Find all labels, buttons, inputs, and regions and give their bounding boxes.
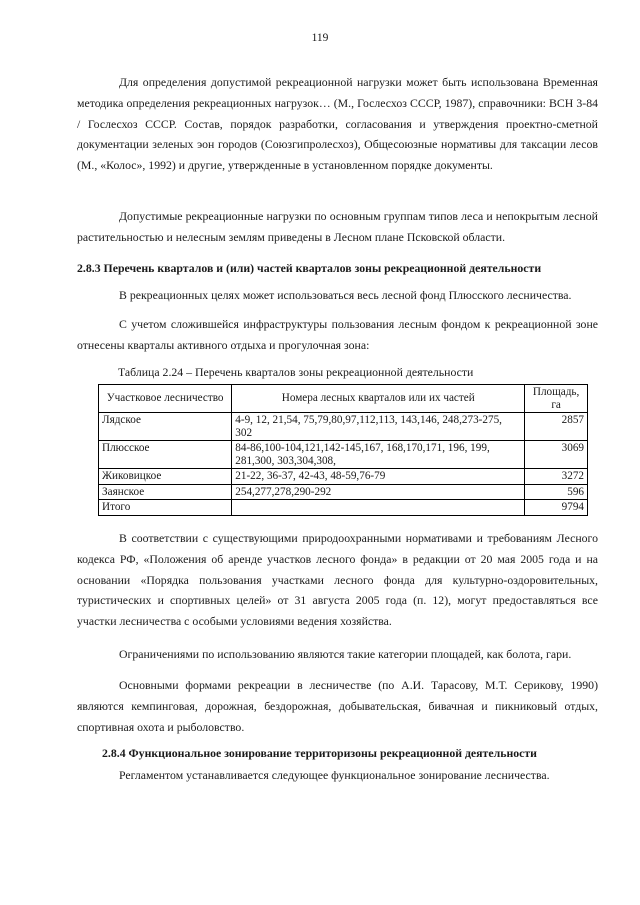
paragraph-restrictions: Ограничениями по использованию являются такие категории площадей, как болота, гари. [119, 647, 572, 661]
header-district: Участковое лесничество [99, 385, 232, 413]
cell-quarters: 4-9, 12, 21,54, 75,79,80,97,112,113, 143,146, 248,273-275, 302 [232, 413, 525, 441]
cell-district: Жиковицкое [99, 469, 232, 485]
header-area: Площадь, га [525, 385, 588, 413]
cell-quarters [232, 500, 525, 516]
page-number: 119 [311, 32, 329, 44]
paragraph-permissible-loads: Допустимые рекреационные нагрузки по основным группам типов леса и непокрытым лесной растительностью и нелесным землям приведены в Лесном плане Псковской области. [77, 209, 598, 244]
paragraph-forest-fund: В рекреационных целях может использоваться весь лесной фонд Плюсского лесничества. [119, 288, 572, 302]
cell-quarters: 254,277,278,290-292 [232, 484, 525, 500]
paragraph-infrastructure: С учетом сложившейся инфраструктуры пользования лесным фондом к рекреационной зоне отнесены кварталы активного отдыха и прогулочная зона: [77, 317, 598, 352]
table-total-row [99, 500, 588, 516]
recreation-quarters-table [98, 384, 588, 516]
cell-quarters: 21-22, 36-37, 42-43, 48-59,76-79 [232, 469, 525, 485]
paragraph-legal-basis: В соответствии с существующими природоохранными нормативами и требованиям Лесного кодекса РФ, «Положения об аренде участков лесного фонда» в редакции от 20 мая 2005 года и на основании «Порядка пользования участками лесного фонда для культурно-оздоровительных, туристических и спортивных целей» от 31 августа 2005 года (п. 12), могут предоставляться все участки лесничества с особыми условиями ведения хозяйства. [77, 531, 598, 629]
cell-total-label: Итого [99, 500, 232, 516]
paragraph-recreational-load-methods: Для определения допустимой рекреационной нагрузки может быть использована Временная методика определения рекреационных нагрузок… (М., Гослесхоз СССР, 1987), справочники: ВСН 3-84 / Гослесхоз СССР. Состав, порядок разработки, согласования и утверждения проектно-сметной документации зеленых эон городов (Союзгипролесхоз), Общесоюзные нормативы для таксации лесов (М., «Колос», 1992) и другие, утвержденные в установленном порядке документы. [77, 75, 598, 173]
section-heading-2-8-3: 2.8.3 Перечень кварталов и (или) частей кварталов зоны рекреационной деятельности [77, 261, 542, 275]
table-row [99, 413, 588, 441]
table-caption: Таблица 2.24 – Перечень кварталов зоны рекреационной деятельности [118, 365, 474, 379]
paragraph-recreation-forms: Основными формами рекреации в лесничестве (по А.И. Тарасову, М.Т. Серикову, 1990) являются кемпинговая, дорожная, бездорожная, добывательская, бивачная и пикниковый отдых, спортивная охота и рыболовство. [77, 678, 598, 734]
cell-area: 2857 [525, 413, 588, 441]
cell-quarters: 84-86,100-104,121,142-145,167, 168,170,171, 196, 199, 281,300, 303,304,308, [232, 441, 525, 469]
table-header-row [99, 385, 588, 413]
cell-district: Лядское [99, 413, 232, 441]
header-quarters: Номера лесных кварталов или их частей [232, 385, 525, 413]
cell-area: 3272 [525, 469, 588, 485]
cell-area: 596 [525, 484, 588, 500]
cell-district: Плюсское [99, 441, 232, 469]
table-row [99, 484, 588, 500]
paragraph-zoning: Регламентом устанавливается следующее функциональное зонирование лесничества. [119, 768, 550, 782]
cell-district: Заянское [99, 484, 232, 500]
table-row [99, 469, 588, 485]
section-heading-2-8-4: 2.8.4 Функциональное зонирование территоризоны рекреационной деятельности [102, 746, 537, 760]
cell-area: 3069 [525, 441, 588, 469]
table-row [99, 441, 588, 469]
cell-total-area: 9794 [525, 500, 588, 516]
